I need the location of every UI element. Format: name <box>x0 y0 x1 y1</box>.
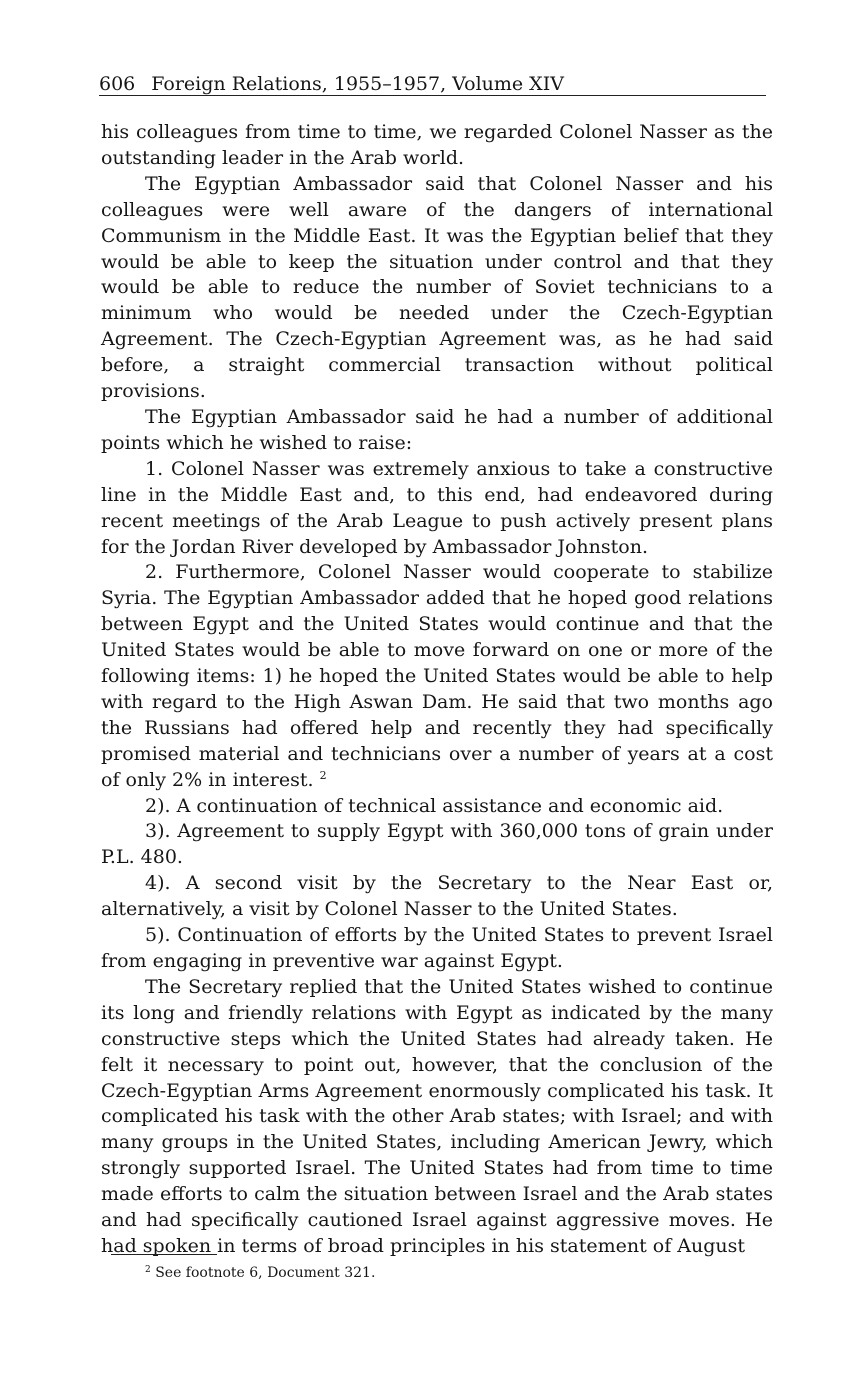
footnote <box>145 1264 375 1282</box>
paragraph <box>101 560 773 793</box>
running-header <box>99 73 766 96</box>
paragraph: 1. Colonel Nasser was extremely anxious to take a constructive line in the Middle East and, to this end, had endeavored during recent meetings of the Arab League to push actively present plans for the Jordan River developed by Ambassador Johnston. <box>101 457 773 558</box>
paragraph: 5). Continuation of efforts by the United States to prevent Israel from engaging in preventive war against Egypt. <box>101 924 773 972</box>
footnote-divider <box>111 1254 217 1255</box>
paragraph-text: 2. Furthermore, Colonel Nasser would cooperate to stabilize Syria. The Egyptian Ambassador added that he hoped good relations between Egypt and the United States would continue and that the United States would be able to move forward on one or more of the following items: 1) he hoped the United States would be able to help with regard to the High Aswan Dam. He said that two months ago the Russians had offered help and recently they had specifically promised material and technicians over a number of years at a cost of only 2% in interest. <box>101 561 773 791</box>
paragraph: The Secretary replied that the United States wished to continue its long and friendly relations with Egypt as indicated by the many constructive steps which the United States had already taken. He felt it necessary to point out, however, that the conclusion of the Czech-Egyptian Arms Agreement enormously complicated his task. It complicated his task with the other Arab states; with Israel; and with many groups in the United States, including American Jewry, which strongly supported Israel. The United States had from time to time made efforts to calm the situation between Israel and the Arab states and had specifically cautioned Israel against aggressive moves. He had spoken in terms of broad principles in his statement of August <box>101 975 773 1257</box>
body-text <box>101 120 773 1260</box>
footnote-marker: 2 <box>145 1265 151 1275</box>
footnote-text: See footnote 6, Document 321. <box>155 1265 376 1281</box>
paragraph: 4). A second visit by the Secretary to the Near East or, alternatively, a visit by Colonel Nasser to the United States. <box>101 872 773 921</box>
paragraph: his colleagues from time to time, we regarded Colonel Nasser as the outstanding leader in the Arab world. <box>101 121 773 169</box>
paragraph: 2). A continuation of technical assistance and economic aid. <box>145 794 724 817</box>
paragraph: The Egyptian Ambassador said he had a number of additional points which he wished to raise: <box>101 405 773 454</box>
paragraph: The Egyptian Ambassador said that Colonel Nasser and his colleagues were well aware of the dangers of international Communism in the Middle East. It was the Egyptian belief that they would be able to keep the situation under control and that they would be able to reduce the number of Soviet technicians to a minimum who would be needed under the Czech-Egyptian Agreement. The Czech-Egyptian Agreement was, as he had said before, a straight commercial transaction without political provisions. <box>101 172 773 403</box>
running-title: Foreign Relations, 1955–1957, Volume XIV <box>151 73 564 95</box>
footnote-reference: 2 <box>319 768 327 782</box>
page-number: 606 <box>99 73 136 95</box>
paragraph: 3). Agreement to supply Egypt with 360,000 tons of grain under P.L. 480. <box>101 820 773 869</box>
